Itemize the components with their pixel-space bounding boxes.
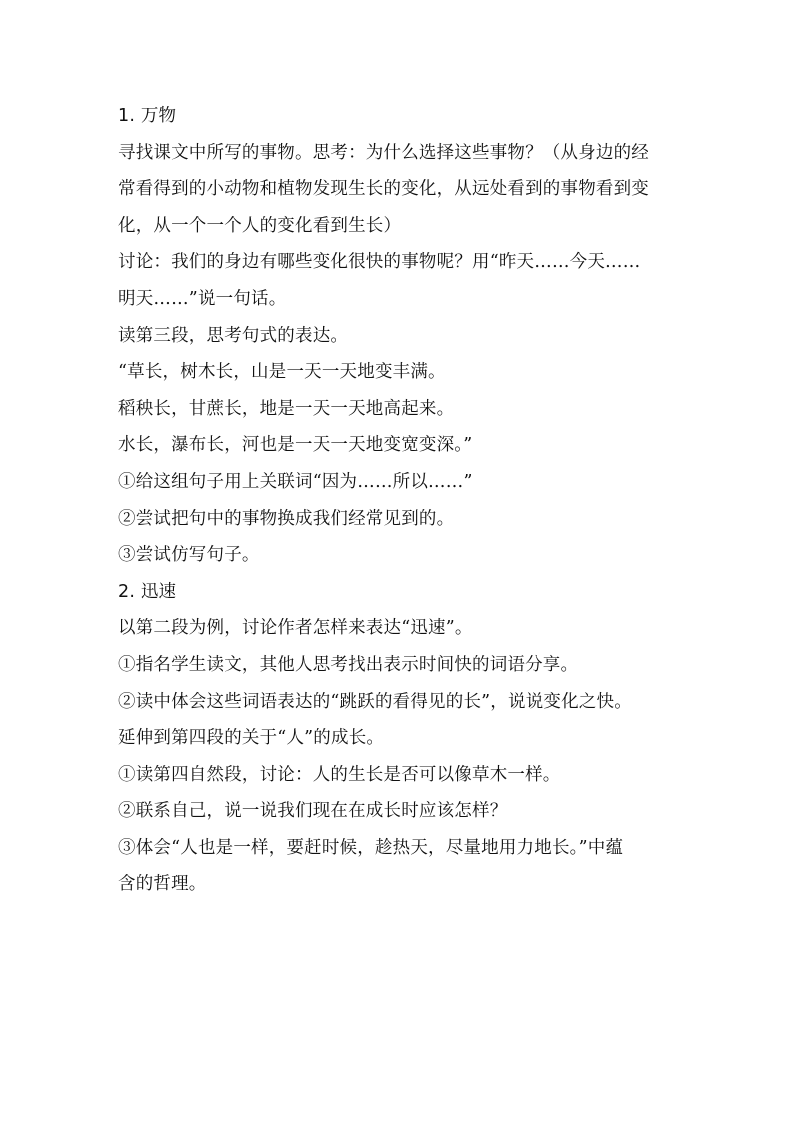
text-line: 稻秧长，甘蔗长，地是一天一天地高起来。 bbox=[118, 398, 455, 419]
text-line: 以第二段为例，讨论作者怎样来表达“迅速”。 bbox=[118, 618, 473, 639]
list-item: ①读第四自然段，讨论：人的生长是否可以像草木一样。 bbox=[118, 764, 561, 785]
document-page bbox=[118, 98, 684, 903]
text-line: 化，从一个一个人的变化看到生长） bbox=[118, 215, 402, 236]
list-item: ②尝试把句中的事物换成我们经常见到的。 bbox=[118, 508, 455, 529]
text-line: 常看得到的小动物和植物发现生长的变化，从远处看到的事物看到变 bbox=[118, 179, 649, 200]
text-line: 延伸到第四段的关于“人”的成长。 bbox=[118, 728, 385, 749]
text-line: 寻找课文中所写的事物。思考：为什么选择这些事物？（从身边的经 bbox=[118, 142, 649, 163]
list-item: ③体会“人也是一样，要赶时候，趁热天，尽量地用力地长。”中蕴 bbox=[118, 837, 624, 858]
list-item: ②读中体会这些词语表达的“跳跃的看得见的长”，说说变化之快。 bbox=[118, 691, 632, 712]
list-item: ②联系自己，说一说我们现在在成长时应该怎样？ bbox=[118, 801, 508, 822]
text-line: 明天……”说一句话。 bbox=[118, 288, 287, 309]
section-heading-1: 1. 万物 bbox=[118, 106, 177, 126]
list-item: ③尝试仿写句子。 bbox=[118, 545, 260, 566]
list-item: ①给这组句子用上关联词“因为……所以……” bbox=[118, 471, 473, 492]
text-line: 水长，瀑布长，河也是一天一天地变宽变深。” bbox=[118, 435, 473, 456]
text-line: “草长，树木长，山是一天一天地变丰满。 bbox=[118, 362, 446, 383]
text-line: 读第三段，思考句式的表达。 bbox=[118, 325, 349, 346]
text-line: 含的哲理。 bbox=[118, 874, 207, 895]
section-heading-2: 2. 迅速 bbox=[118, 581, 177, 602]
list-item: ①指名学生读文，其他人思考找出表示时间快的词语分享。 bbox=[118, 654, 579, 675]
text-line: 讨论：我们的身边有哪些变化很快的事物呢？用“昨天……今天…… bbox=[118, 252, 641, 273]
